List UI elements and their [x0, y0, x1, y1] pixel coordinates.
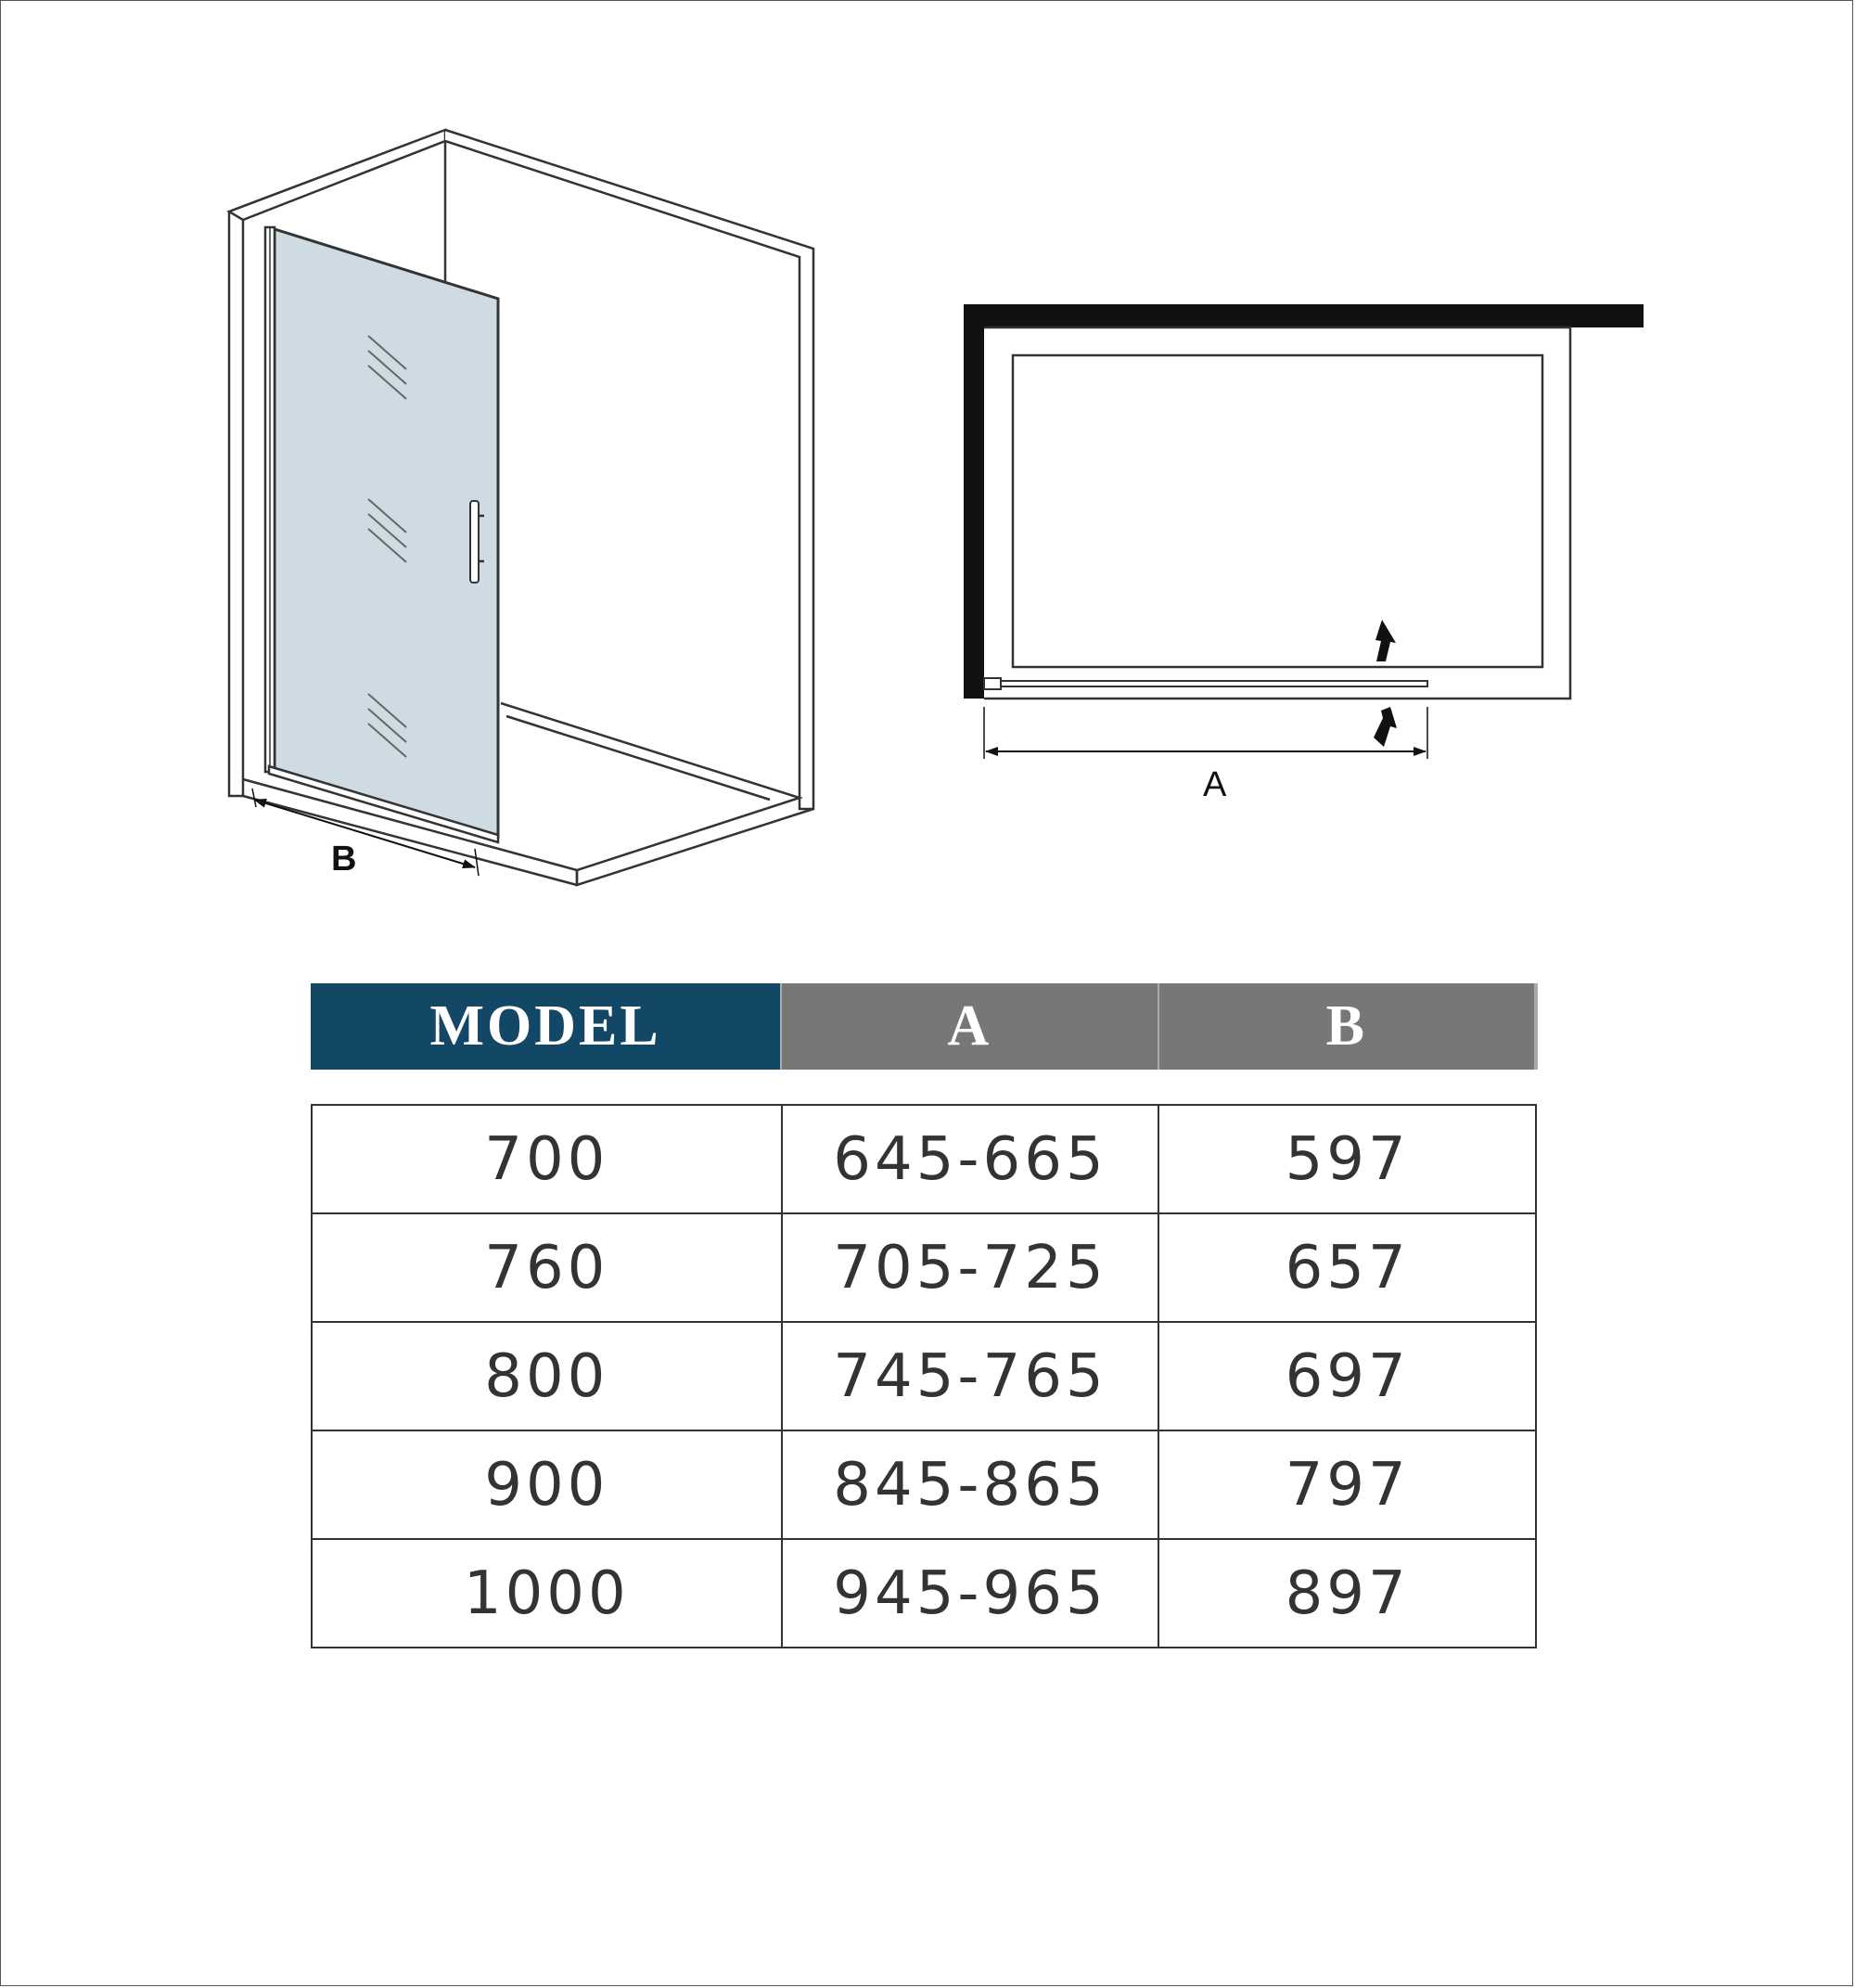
perspective-view — [229, 130, 813, 885]
model-cell: 800 — [312, 1322, 782, 1430]
a-cell: 705-725 — [782, 1213, 1159, 1322]
b-cell: 897 — [1158, 1539, 1536, 1648]
table-row — [312, 1430, 1536, 1539]
shower-diagrams — [0, 0, 1855, 928]
b-cell: 797 — [1158, 1430, 1536, 1539]
back-wall — [445, 130, 813, 809]
header-model: MODEL — [311, 983, 780, 1070]
dimension-b-label: B — [331, 840, 357, 879]
glass-panel-plan — [984, 681, 1427, 686]
door-handle — [470, 501, 479, 583]
model-cell: 900 — [312, 1430, 782, 1539]
table-row — [312, 1213, 1536, 1322]
table-row — [312, 1539, 1536, 1648]
header-b: B — [1158, 983, 1538, 1070]
size-table — [311, 1104, 1537, 1648]
left-wall-top — [229, 130, 445, 220]
a-cell: 645-665 — [782, 1105, 1159, 1213]
floor-tray-inner — [506, 716, 770, 800]
tray-inner — [1013, 355, 1542, 667]
tray-outer — [984, 327, 1570, 699]
a-cell: 745-765 — [782, 1322, 1159, 1430]
plan-view — [964, 304, 1644, 759]
a-cell: 845-865 — [782, 1430, 1159, 1539]
table-row — [312, 1105, 1536, 1213]
b-cell: 697 — [1158, 1322, 1536, 1430]
table-row — [312, 1322, 1536, 1430]
hinge-plan — [984, 678, 1001, 689]
b-cell: 597 — [1158, 1105, 1536, 1213]
swing-out-arrow — [1375, 620, 1396, 661]
a-cell: 945-965 — [782, 1539, 1159, 1648]
side-wall-profile — [964, 304, 984, 699]
glass-panel — [275, 229, 498, 837]
model-cell: 760 — [312, 1213, 782, 1322]
model-cell: 700 — [312, 1105, 782, 1213]
header-a: A — [780, 983, 1157, 1070]
back-wall-profile — [964, 304, 1644, 327]
dimension-a-label: A — [1203, 765, 1227, 804]
swing-in-arrow — [1374, 707, 1397, 747]
model-cell: 1000 — [312, 1539, 782, 1648]
b-cell: 657 — [1158, 1213, 1536, 1322]
table-header — [311, 983, 1538, 1070]
left-wall-edge — [229, 212, 243, 796]
